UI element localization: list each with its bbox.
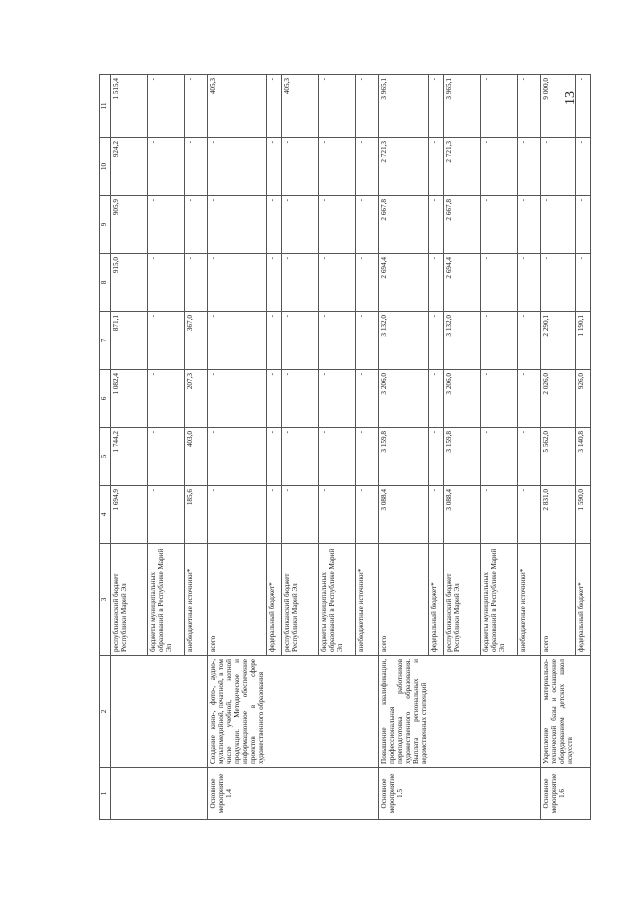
amount-cell: 926,0 <box>575 370 590 428</box>
amount-cell: - <box>148 428 185 486</box>
amount-cell: 3 159,8 <box>378 428 429 486</box>
amount-cell: - <box>318 138 355 196</box>
amount-cell: - <box>318 312 355 370</box>
activity-code-cell: Основное мероприятие 1.6 <box>541 768 576 820</box>
amount-cell: 1 694,9 <box>111 486 148 544</box>
table-row <box>575 75 590 820</box>
amount-cell: 2 667,8 <box>378 196 429 254</box>
amount-cell: - <box>281 312 318 370</box>
amount-cell: - <box>281 428 318 486</box>
funding-source-cell: всего <box>378 544 429 656</box>
amount-cell: 2 026,0 <box>541 370 576 428</box>
activity-code-cell <box>518 768 541 820</box>
amount-cell: - <box>208 312 267 370</box>
amount-cell: - <box>518 196 541 254</box>
amount-cell: - <box>281 254 318 312</box>
activity-code-cell <box>355 768 378 820</box>
funding-source-cell: республиканский бюджет Республики Марий Эл <box>444 544 481 656</box>
funding-source-cell: бюджеты муниципальных образований в Республике Марий Эл <box>318 544 355 656</box>
table-row <box>318 75 355 820</box>
activity-description-cell <box>318 656 355 768</box>
activity-description-cell <box>185 656 208 768</box>
amount-cell: - <box>148 486 185 544</box>
amount-cell: 2 721,3 <box>378 138 429 196</box>
amount-cell: - <box>266 312 281 370</box>
amount-cell: - <box>518 486 541 544</box>
amount-cell: - <box>318 196 355 254</box>
amount-cell: - <box>318 428 355 486</box>
amount-cell: - <box>266 428 281 486</box>
table-body <box>111 75 591 820</box>
amount-cell: - <box>429 138 444 196</box>
amount-cell: - <box>148 138 185 196</box>
activity-code-cell <box>481 768 518 820</box>
table-row <box>541 75 576 820</box>
amount-cell: - <box>185 138 208 196</box>
rotated-table-wrapper <box>99 75 585 820</box>
amount-cell: - <box>355 486 378 544</box>
funding-source-cell: внебюджетные источники* <box>185 544 208 656</box>
activity-description-cell <box>575 656 590 768</box>
amount-cell: 2 667,8 <box>444 196 481 254</box>
amount-cell: 3 206,0 <box>378 370 429 428</box>
amount-cell: - <box>185 196 208 254</box>
activity-code-cell <box>281 768 318 820</box>
page-number: 13 <box>563 91 578 105</box>
amount-cell: - <box>148 370 185 428</box>
activity-code-cell <box>575 768 590 820</box>
amount-cell: 405,3 <box>208 75 267 138</box>
activity-description-cell <box>281 656 318 768</box>
amount-cell: - <box>429 254 444 312</box>
amount-cell: - <box>208 138 267 196</box>
column-header: 6 <box>100 370 111 428</box>
amount-cell: - <box>518 370 541 428</box>
activity-code-cell <box>318 768 355 820</box>
activity-code-cell <box>111 768 148 820</box>
column-header: 4 <box>100 486 111 544</box>
activity-code-cell: Основное мероприятие 1.4 <box>208 768 267 820</box>
amount-cell: - <box>355 428 378 486</box>
amount-cell: - <box>318 254 355 312</box>
amount-cell: - <box>148 75 185 138</box>
amount-cell: - <box>429 312 444 370</box>
funding-source-cell: бюджеты муниципальных образований в Республике Марий Эл <box>481 544 518 656</box>
amount-cell: 2 694,4 <box>378 254 429 312</box>
funding-source-cell: всего <box>208 544 267 656</box>
amount-cell: - <box>208 486 267 544</box>
amount-cell: 3 132,0 <box>444 312 481 370</box>
activity-code-cell <box>444 768 481 820</box>
activity-description-cell <box>148 656 185 768</box>
activity-code-cell <box>266 768 281 820</box>
amount-cell: - <box>148 312 185 370</box>
funding-source-cell: республиканский бюджет Республики Марий Эл <box>281 544 318 656</box>
amount-cell: - <box>148 254 185 312</box>
funding-source-cell: всего <box>541 544 576 656</box>
amount-cell: 3 140,8 <box>575 428 590 486</box>
amount-cell: 2 290,1 <box>541 312 576 370</box>
funding-source-cell: федеральный бюджет* <box>429 544 444 656</box>
amount-cell: 3 132,0 <box>378 312 429 370</box>
amount-cell: - <box>518 428 541 486</box>
amount-cell: - <box>208 254 267 312</box>
amount-cell: - <box>318 370 355 428</box>
table-row <box>281 75 318 820</box>
activity-code-cell: Основное мероприятие 1.5 <box>378 768 429 820</box>
amount-cell: - <box>518 75 541 138</box>
amount-cell: - <box>148 196 185 254</box>
amount-cell: - <box>575 196 590 254</box>
amount-cell: 185,6 <box>185 486 208 544</box>
activity-description-cell <box>355 656 378 768</box>
table-row <box>481 75 518 820</box>
table-row <box>355 75 378 820</box>
amount-cell: 924,2 <box>111 138 148 196</box>
amount-cell: - <box>481 370 518 428</box>
amount-cell: 1 515,4 <box>111 75 148 138</box>
amount-cell: - <box>481 428 518 486</box>
amount-cell: - <box>355 75 378 138</box>
funding-source-cell: бюджеты муниципальных образований в Республике Марий Эл <box>148 544 185 656</box>
activity-code-cell <box>429 768 444 820</box>
amount-cell: 367,0 <box>185 312 208 370</box>
amount-cell: - <box>481 254 518 312</box>
amount-cell: - <box>266 75 281 138</box>
funding-table <box>99 74 591 820</box>
amount-cell: - <box>481 196 518 254</box>
amount-cell: - <box>429 196 444 254</box>
amount-cell: - <box>281 196 318 254</box>
amount-cell: 3 088,4 <box>444 486 481 544</box>
activity-description-cell: Повышение квалификации, профессиональная переподготовка работников художественного образования. Выплата региональных и ведомственных стипендий <box>378 656 429 768</box>
amount-cell: - <box>355 312 378 370</box>
amount-cell: - <box>429 370 444 428</box>
table-row <box>208 75 267 820</box>
amount-cell: 9 000,0 <box>541 75 576 138</box>
amount-cell: 3 088,4 <box>378 486 429 544</box>
table-row <box>378 75 429 820</box>
table-row <box>444 75 481 820</box>
amount-cell: - <box>541 254 576 312</box>
amount-cell: - <box>575 138 590 196</box>
activity-description-cell <box>481 656 518 768</box>
amount-cell: - <box>266 138 281 196</box>
amount-cell: 3 965,1 <box>444 75 481 138</box>
activity-code-cell <box>148 768 185 820</box>
amount-cell: - <box>318 75 355 138</box>
amount-cell: - <box>541 138 576 196</box>
activity-description-cell <box>429 656 444 768</box>
amount-cell: 403,0 <box>185 428 208 486</box>
amount-cell: - <box>185 254 208 312</box>
activity-description-cell <box>111 656 148 768</box>
amount-cell: - <box>518 312 541 370</box>
amount-cell: - <box>281 138 318 196</box>
amount-cell: 1 590,0 <box>575 486 590 544</box>
funding-source-cell: внебюджетные источники* <box>355 544 378 656</box>
column-header: 11 <box>100 75 111 138</box>
amount-cell: - <box>481 138 518 196</box>
amount-cell: - <box>481 312 518 370</box>
amount-cell: - <box>481 75 518 138</box>
amount-cell: - <box>266 486 281 544</box>
column-header: 9 <box>100 196 111 254</box>
activity-code-cell <box>185 768 208 820</box>
amount-cell: 915,0 <box>111 254 148 312</box>
amount-cell: - <box>541 196 576 254</box>
funding-source-cell: внебюджетные источники* <box>518 544 541 656</box>
amount-cell: - <box>208 370 267 428</box>
table-row <box>185 75 208 820</box>
column-header: 3 <box>100 544 111 656</box>
amount-cell: - <box>266 370 281 428</box>
amount-cell: - <box>208 428 267 486</box>
amount-cell: - <box>481 486 518 544</box>
amount-cell: - <box>518 254 541 312</box>
funding-source-cell: республиканский бюджет Республики Марий Эл <box>111 544 148 656</box>
amount-cell: - <box>208 196 267 254</box>
amount-cell: - <box>355 370 378 428</box>
table-row <box>266 75 281 820</box>
amount-cell: 2 831,0 <box>541 486 576 544</box>
amount-cell: - <box>281 486 318 544</box>
amount-cell: 871,1 <box>111 312 148 370</box>
amount-cell: - <box>355 138 378 196</box>
activity-description-cell: Создание кино-, фото-, аудио-, мультимедийной, печатной, в том числе учебной, нотной продукции. Методическое и информационное обеспечение проектов в сфере художественного образования <box>208 656 267 768</box>
amount-cell: - <box>266 254 281 312</box>
amount-cell: - <box>185 75 208 138</box>
activity-description-cell <box>266 656 281 768</box>
table-row <box>429 75 444 820</box>
amount-cell: - <box>429 486 444 544</box>
column-header: 7 <box>100 312 111 370</box>
amount-cell: 1 082,4 <box>111 370 148 428</box>
amount-cell: - <box>575 75 590 138</box>
amount-cell: 1 190,1 <box>575 312 590 370</box>
column-header: 8 <box>100 254 111 312</box>
table-header-row <box>100 75 111 820</box>
amount-cell: - <box>575 254 590 312</box>
table-row <box>148 75 185 820</box>
activity-description-cell <box>444 656 481 768</box>
amount-cell: - <box>518 138 541 196</box>
amount-cell: - <box>429 75 444 138</box>
amount-cell: 5 562,0 <box>541 428 576 486</box>
amount-cell: 207,3 <box>185 370 208 428</box>
amount-cell: 2 694,4 <box>444 254 481 312</box>
table-row <box>518 75 541 820</box>
amount-cell: 3 206,0 <box>444 370 481 428</box>
column-header: 10 <box>100 138 111 196</box>
activity-description-cell <box>518 656 541 768</box>
column-header: 2 <box>100 656 111 768</box>
amount-cell: - <box>355 196 378 254</box>
table-row <box>111 75 148 820</box>
amount-cell: 3 965,1 <box>378 75 429 138</box>
amount-cell: 3 159,8 <box>444 428 481 486</box>
amount-cell: - <box>318 486 355 544</box>
amount-cell: - <box>429 428 444 486</box>
funding-source-cell: федеральный бюджет* <box>575 544 590 656</box>
amount-cell: 905,9 <box>111 196 148 254</box>
column-header: 5 <box>100 428 111 486</box>
funding-source-cell: федеральный бюджет* <box>266 544 281 656</box>
activity-description-cell: Укрепление материально-технической базы и оснащение оборудованием детских школ искусств <box>541 656 576 768</box>
amount-cell: - <box>355 254 378 312</box>
column-header: 1 <box>100 768 111 820</box>
amount-cell: - <box>266 196 281 254</box>
amount-cell: 2 721,3 <box>444 138 481 196</box>
amount-cell: - <box>281 370 318 428</box>
amount-cell: 405,3 <box>281 75 318 138</box>
amount-cell: 1 744,2 <box>111 428 148 486</box>
